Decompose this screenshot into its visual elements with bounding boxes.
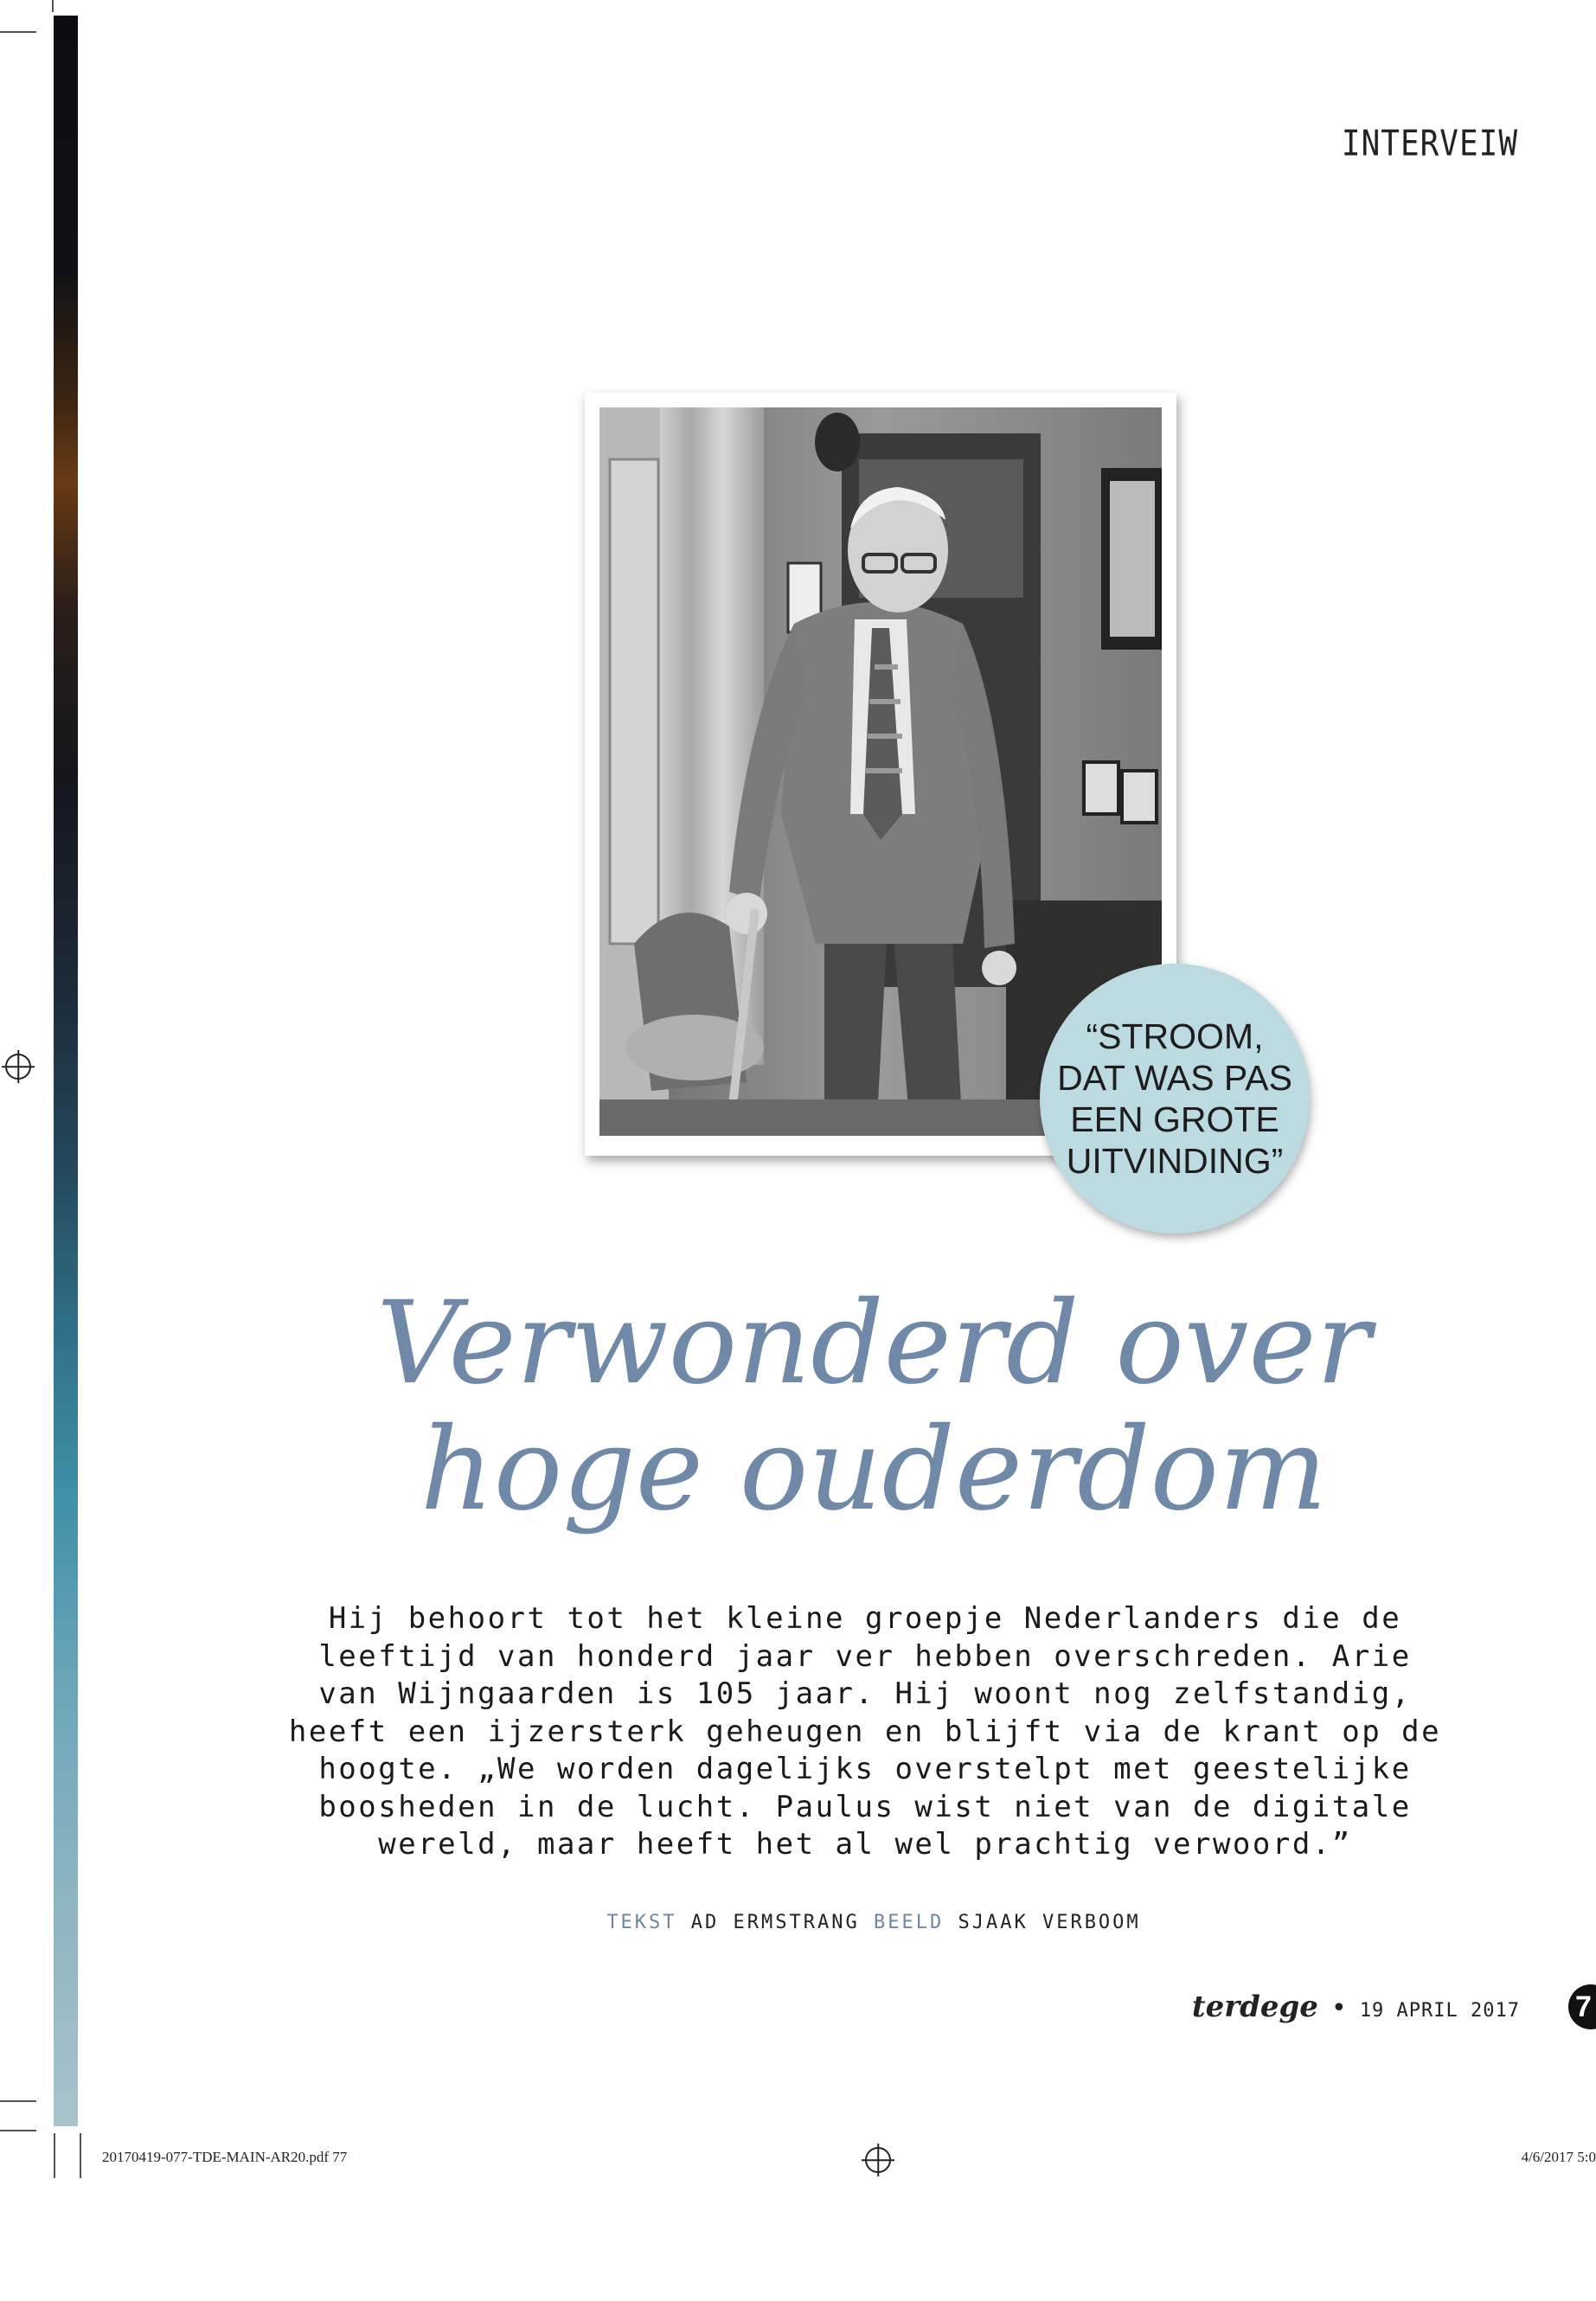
footer-separator: •: [1331, 1993, 1347, 2023]
headline: [260, 1277, 1488, 1536]
crop-mark: [0, 2100, 36, 2102]
credit-photo-label: BEELD: [874, 1912, 945, 1933]
credit-photo-author: SJAAK VERBOOM: [958, 1912, 1141, 1933]
page-number-badge: 7: [1568, 1984, 1596, 2029]
print-slug-filename: 20170419-077-TDE-MAIN-AR20.pdf 77: [102, 2149, 348, 2165]
credit-text-author: AD ERMSTRANG: [690, 1912, 860, 1933]
issue-date: 19 APRIL 2017: [1359, 2000, 1520, 2022]
crop-mark: [0, 31, 36, 33]
section-label: INTERVEIW: [1341, 123, 1518, 165]
credit-text-label: TEKST: [606, 1912, 677, 1933]
crop-mark: [0, 2130, 36, 2131]
pull-quote-text: “STROOM, DAT WAS PAS EEN GROTE UITVINDING”: [1057, 1016, 1292, 1181]
crop-mark: [52, 0, 54, 12]
crop-mark: [54, 2133, 55, 2178]
pull-quote-bubble: [1040, 964, 1310, 1234]
intro-paragraph: Hij behoort tot het kleine groepje Nederlanders die de leeftijd van honderd jaar ver hebben overschreden. Arie van Wijngaarden is 105 jaar. Hij woont nog zelfstandig, heeft een ijzersterk geheugen en blijft via de krant op de hoogte. „We worden dagelijks overstelpt met geestelijke boosheden in de lucht. Paulus wist niet van de digitale wereld, maar heeft het al wel prachtig verwoord.”: [288, 1601, 1442, 1862]
registration-mark-icon: [5, 1054, 31, 1080]
print-slug-timestamp: 4/6/2017 5:0: [1521, 2149, 1596, 2165]
headline-line-2: hoge ouderdom: [420, 1403, 1328, 1536]
footer-brand: [1192, 1990, 1520, 2024]
crop-mark: [80, 2133, 81, 2178]
magazine-logo: terdege: [1191, 1990, 1318, 2024]
bleed-strip: [54, 16, 78, 2126]
registration-mark-icon: [865, 2147, 891, 2173]
byline-credits: [433, 1912, 1315, 1933]
headline-line-1: Verwonderd over: [376, 1277, 1371, 1410]
